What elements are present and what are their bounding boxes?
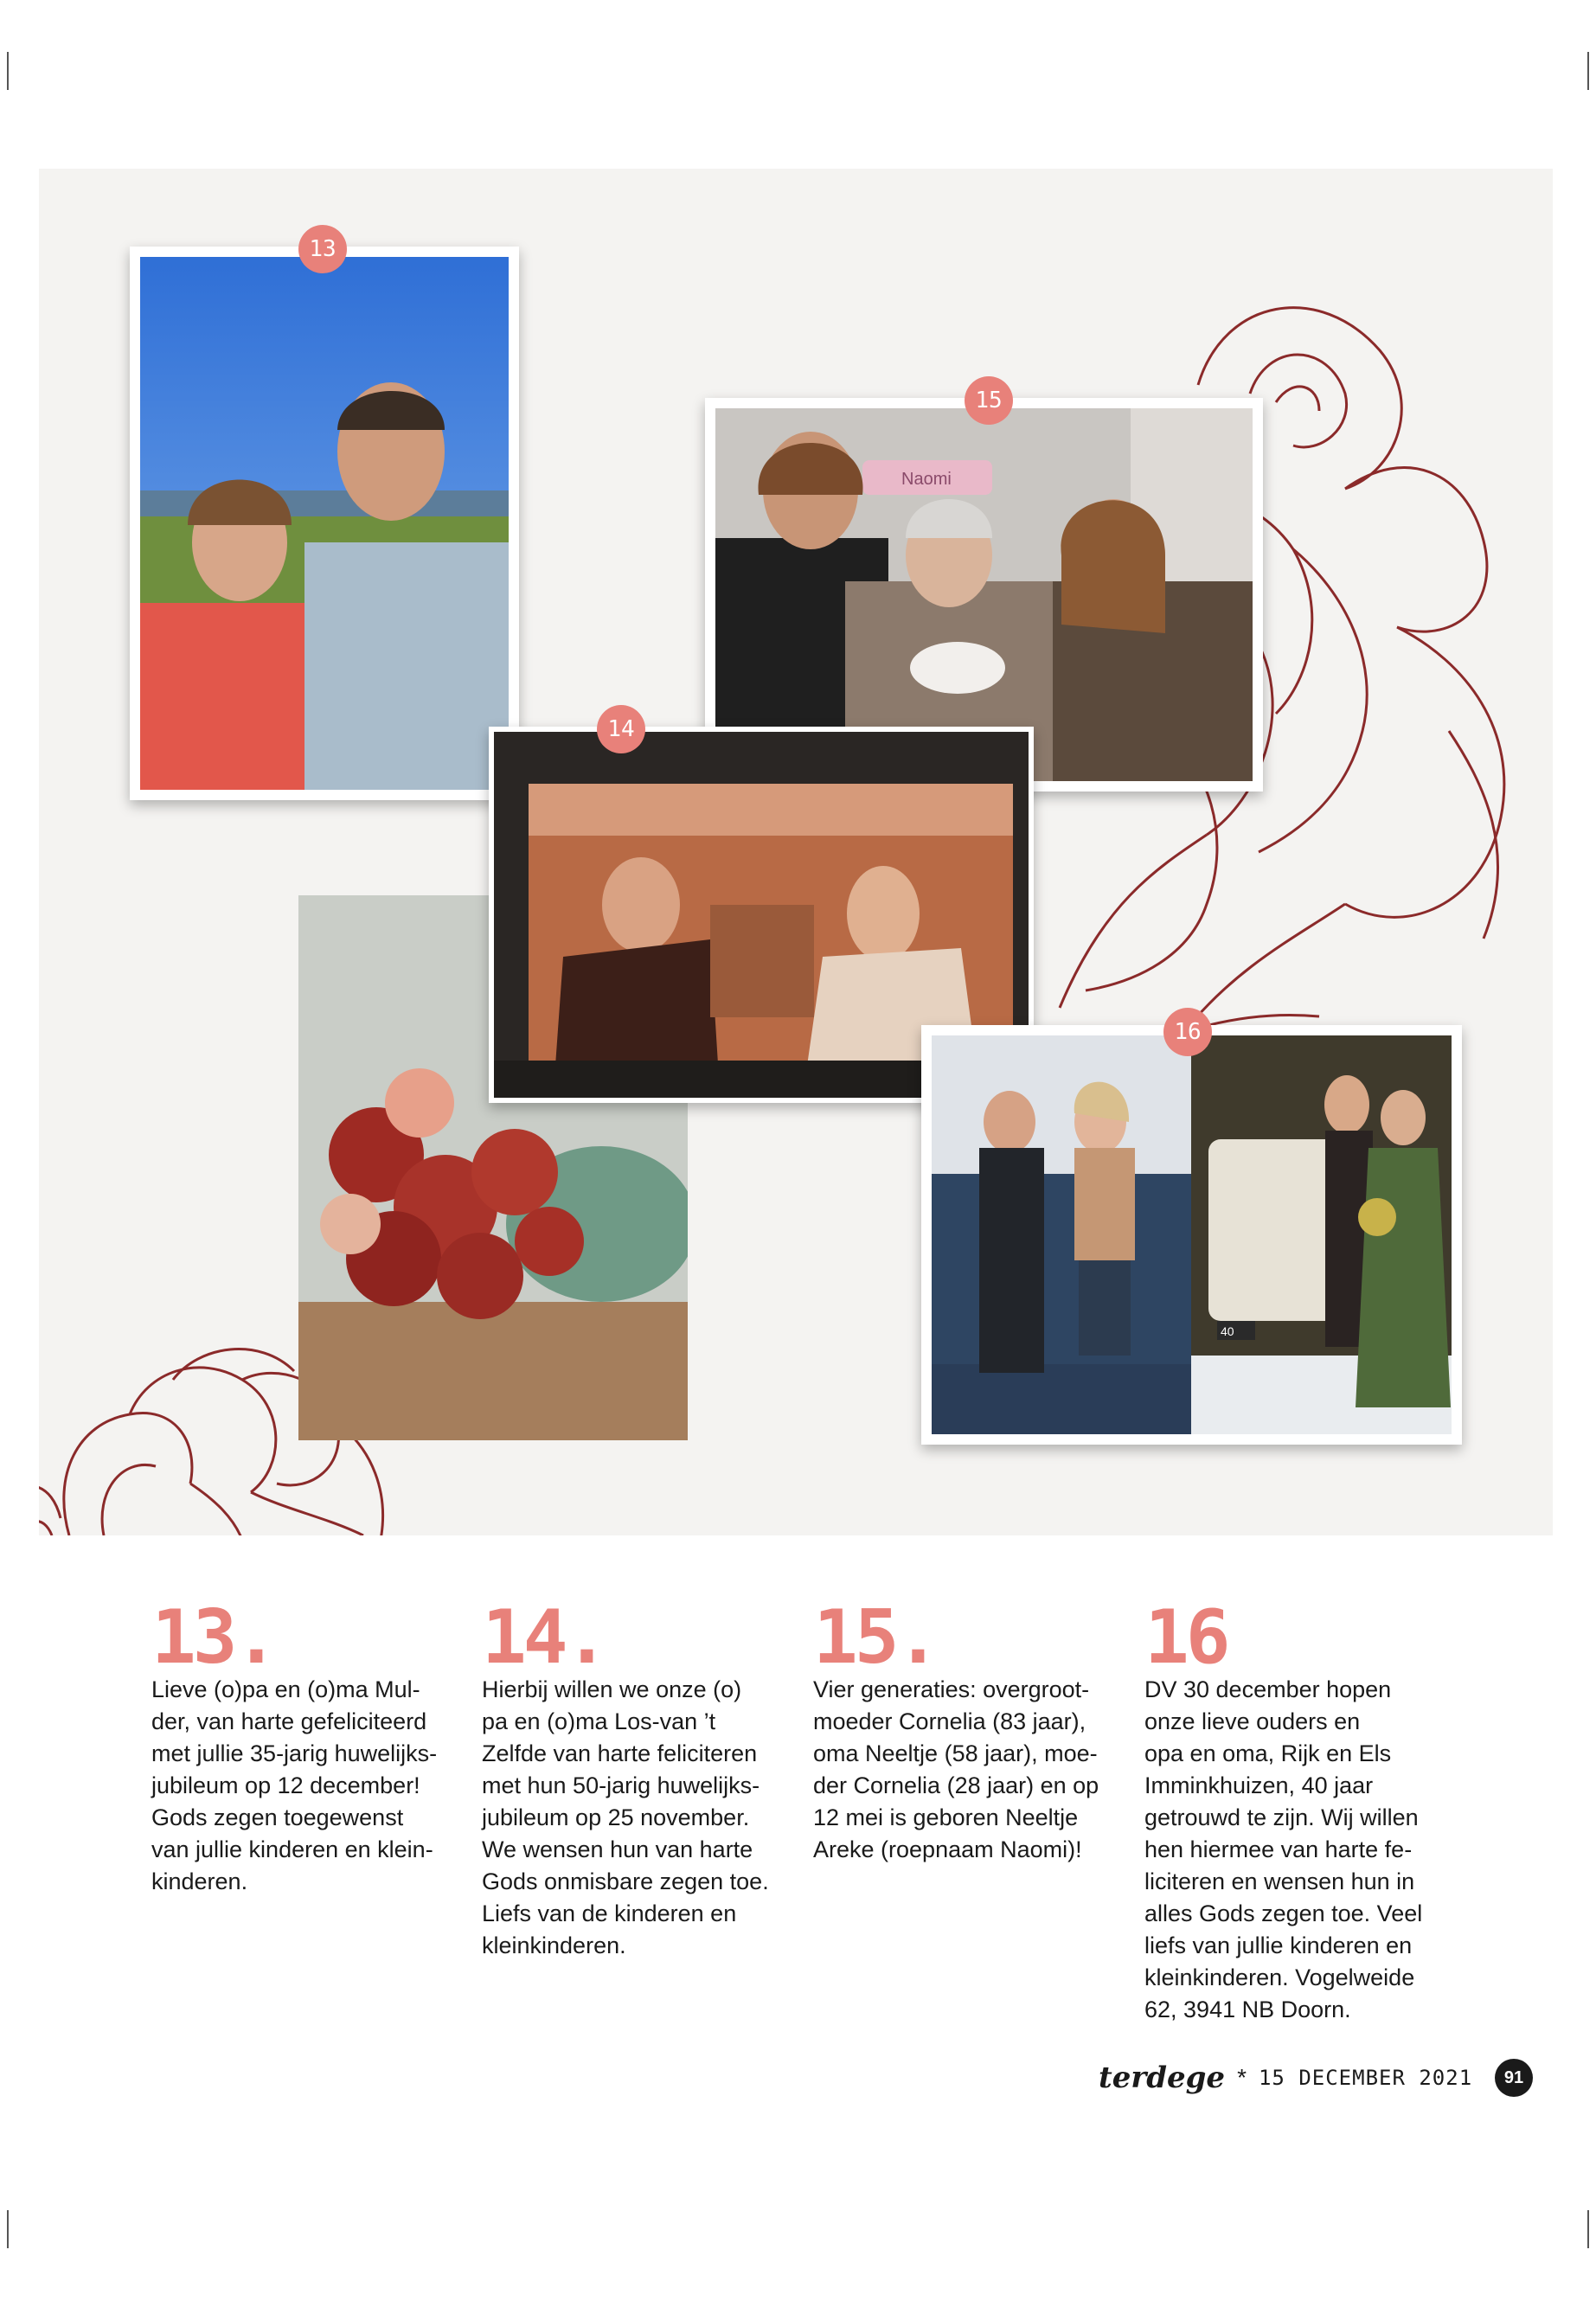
crop-mark-top-left <box>7 52 9 90</box>
announcement-13 <box>151 1594 463 1898</box>
announcement-14 <box>482 1594 793 1962</box>
photo-13-couple-beach <box>130 247 519 800</box>
issue-date: 15 DECEMBER 2021 <box>1258 2066 1473 2090</box>
four-generations-image <box>715 408 1253 781</box>
page-footer <box>1099 2052 1472 2104</box>
announcement-15 <box>813 1594 1125 1866</box>
announcement-text: DV 30 december hopen onze lieve ouders en opa en oma, Rijk en Els Imminkhuizen, 40 jaar getrouwd te zijn. Wij willen hen hiermee van harte fe- liciteren en wensen hun in alles Gods zegen toe. Veel liefs van jullie kinderen en kleinkinderen. Vogelweide 62, 3941 NB Doorn. <box>1144 1676 1423 2022</box>
announcement-text: Hierbij willen we onze (o) pa en (o)ma Los-van ’t Zelfde van harte feliciteren met hun 50-jarig huwelijks- jubileum op 25 november. We wensen hun van harte Gods onmisbare zegen toe. Liefs van de kinderen en kleinkinderen. <box>482 1676 769 1958</box>
photo-16-couple-then-now <box>921 1025 1462 1445</box>
badge-14: 14 <box>597 705 645 753</box>
announcement-16 <box>1144 1594 1456 2026</box>
page-number: 91 <box>1495 2059 1533 2097</box>
naomi-sign-text: Naomi <box>901 470 952 489</box>
announcement-number: 13. <box>151 1594 276 1681</box>
announcement-number: 16 <box>1144 1594 1227 1681</box>
separator-star: * <box>1237 2064 1247 2091</box>
crop-mark-top-right <box>1587 52 1589 90</box>
badge-15: 15 <box>965 376 1013 425</box>
photo-collage <box>39 169 1553 1535</box>
announcement-text: Vier generaties: overgroot- moeder Cornelia (83 jaar), oma Neeltje (58 jaar), moe- der Cornelia (28 jaar) en op 12 mei is geboren Neeltje Areke (roepnaam Naomi)! <box>813 1676 1099 1862</box>
announcement-number: 14. <box>482 1594 606 1681</box>
badge-13: 13 <box>298 225 347 273</box>
license-plate-text: 40 <box>1221 1324 1234 1338</box>
couple-then-now-image <box>932 1035 1452 1434</box>
crop-mark-bottom-right <box>1587 2210 1589 2248</box>
crop-mark-bottom-left <box>7 2210 9 2248</box>
badge-16: 16 <box>1163 1008 1212 1056</box>
terdege-logo: terdege <box>1099 2061 1226 2095</box>
announcement-number: 15. <box>813 1594 938 1681</box>
announcement-text: Lieve (o)pa en (o)ma Mul- der, van harte gefeliciteerd met jullie 35-jarig huwelijks- jubileum op 12 december! Gods zegen toegewenst van jullie kinderen en klein- kinderen. <box>151 1676 438 1894</box>
couple-beach-image <box>140 257 509 790</box>
